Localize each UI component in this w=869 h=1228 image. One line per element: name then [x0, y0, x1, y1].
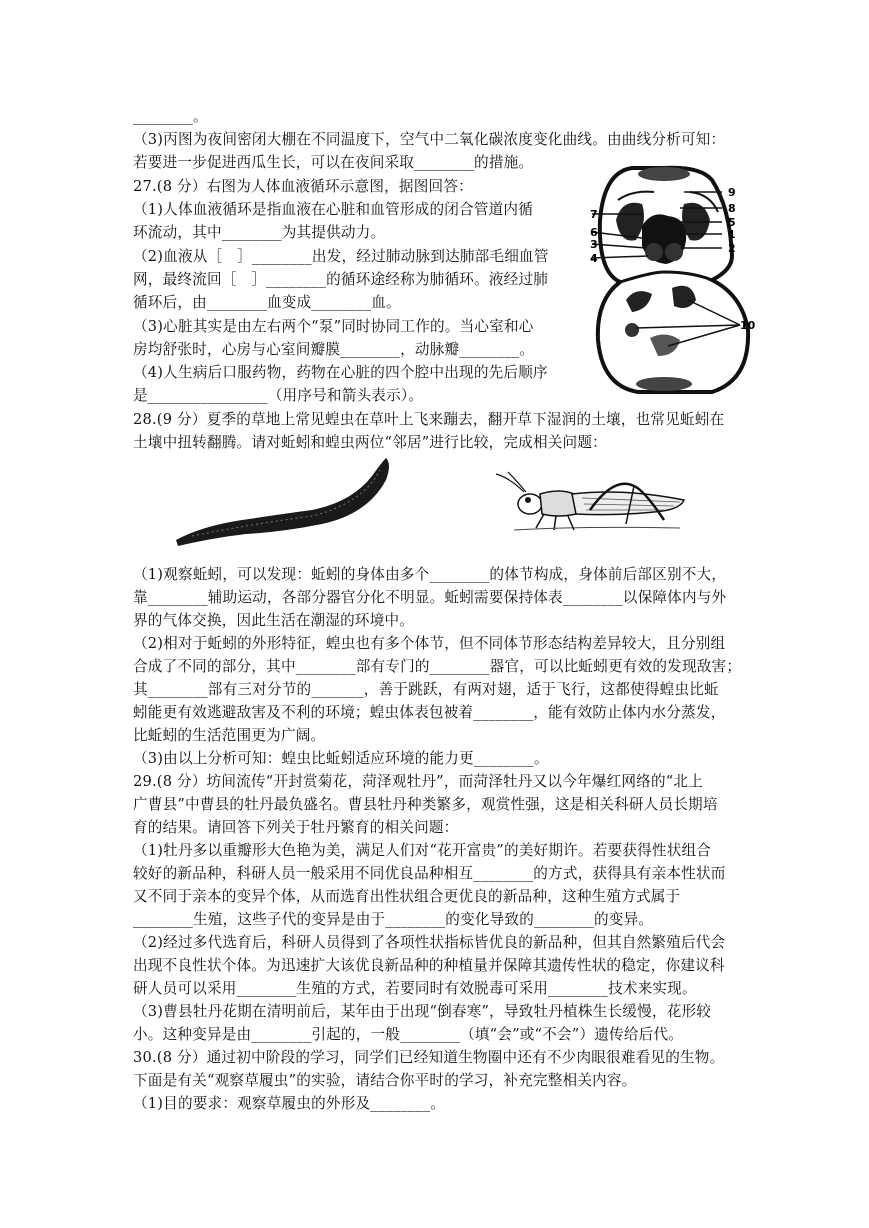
text-line: 小。这种变异是由________引起的，一般________（填“会”或“不会”）遗传给后代。 [133, 1026, 684, 1043]
text-line: 研人员可以采用________生殖的方式，若要同时有效脱毒可采用________技术来实现。 [133, 980, 697, 997]
text-line: 广曹县”中曹县的牡丹最负盛名。曹县牡丹种类繁多，观赏性强，这是相关科研人员长期培 [133, 796, 718, 813]
text-line: （1)人体血液循环是指血液在心脏和血管形成的闭合管道内循 [133, 201, 534, 218]
text-line: 其________部有三对分节的_______，善于跳跃，有两对翅，适于飞行，这都使得蝗虫比蚯 [133, 681, 719, 698]
text-line: （1)目的要求：观察草履虫的外形及________。 [133, 1095, 446, 1112]
label-1: 1 [728, 228, 736, 241]
text-line: （2)血液从［ ］________出发，经过肺动脉到达肺部毛细血管 [133, 248, 549, 265]
text-line: （2)经过多代选育后，科研人员得到了各项性状指标皆优良的新品种，但其自然繁殖后代会 [133, 934, 726, 951]
text-line: ________生殖，这些子代的变异是由于________的变化导致的________的变异。 [133, 911, 654, 928]
text-line: （2)相对于蚯蚓的外形特征，蝗虫也有多个体节，但不同体节形态结构差异较大，且分别组 [133, 635, 726, 652]
blood-circulation-diagram [592, 160, 764, 400]
label-5: 5 [728, 216, 736, 229]
text-line: 环流动，其中________为其提供动力。 [133, 224, 386, 241]
text-line: 30.(8 分）通过初中阶段的学习，同学们已经知道生物圈中还有不少肉眼很难看见的生物。 [133, 1049, 725, 1066]
label-6: 6 [590, 226, 598, 239]
text-line: （1)观察蚯蚓，可以发现：蚯蚓的身体由多个________的体节构成，身体前后部区别不大， [133, 566, 727, 583]
text-line: 27.(8 分）右图为人体血液循环示意图，据图回答： [133, 178, 473, 195]
text-line: 蚓能更有效逃避敌害及不利的环境；蝗虫体表包被着________，能有效防止体内水分蒸发， [133, 704, 726, 721]
text-line: 育的结果。请回答下列关于牡丹繁育的相关问题： [133, 819, 459, 836]
label-2: 2 [728, 242, 736, 255]
text-line: 合成了不同的部分，其中________部有专门的________器官，可以比蚯蚓更有效的发现敌害； [133, 658, 742, 675]
text-line: （3)丙图为夜间密闭大棚在不同温度下，空气中二氧化碳浓度变化曲线。由曲线分析可知： [133, 131, 726, 148]
text-line: 比蚯蚓的生活范围更为广阔。 [133, 727, 326, 744]
label-10: 10 [740, 319, 756, 332]
text-line: 循环后，由________血变成________血。 [133, 294, 401, 311]
text-line: ________。 [133, 108, 208, 125]
text-line: 下面是有关“观察草履虫”的实验，请结合你平时的学习，补充完整相关内容。 [133, 1072, 637, 1089]
text-line: 又不同于亲本的变异个体，从而选育出性状组合更优良的新品种，这种生殖方式属于 [133, 888, 681, 905]
label-8: 8 [728, 202, 736, 215]
text-line: （3)由以上分析可知：蝗虫比蚯蚓适应环境的能力更________。 [133, 750, 549, 767]
text-line: 界的气体交换，因此生活在潮湿的环境中。 [133, 612, 415, 629]
text-line: 是________________（用序号和箭头表示）。 [133, 387, 424, 404]
text-line: 网，最终流回［ ］________的循环途经称为肺循环。液经过肺 [133, 271, 549, 288]
label-7: 7 [590, 208, 598, 221]
text-line: （1)牡丹多以重瓣形大色艳为美，满足人们对“花开富贵”的美好期许。若要获得性状组合 [133, 842, 712, 859]
text-line: （3)心脏其实是由左右两个“泵”同时协同工作的。当心室和心 [133, 318, 534, 335]
text-line: 房均舒张时，心房与心室间瓣膜________，动脉瓣________。 [133, 341, 535, 358]
text-line: 较好的新品种，科研人员一般采用不同优良品种相互________的方式，获得具有亲本性状而 [133, 865, 726, 882]
label-4: 4 [590, 252, 598, 265]
label-9: 9 [728, 186, 736, 199]
text-line: 靠________辅助运动，各部分器官分化不明显。蚯蚓需要保持体表________以保障体内与外 [133, 589, 727, 606]
text-line: 若要进一步促进西瓜生长，可以在夜间采取________的措施。 [133, 154, 534, 171]
text-line: 出现不良性状个体。为迅速扩大该优良新品种的种植量并保障其遗传性状的稳定，你建议科 [133, 957, 725, 974]
label-3: 3 [590, 238, 598, 251]
text-line: 28.(9 分）夏季的草地上常见蝗虫在草叶上飞来蹦去，翻开草下湿润的土壤，也常见蚯蚓在 [133, 411, 725, 428]
grasshopper-image [494, 470, 690, 534]
text-line: 29.(8 分）坊间流传“开封赏菊花，菏泽观牡丹”，而菏泽牡丹又以今年爆红网络的“北上 [133, 773, 703, 790]
text-line: 土壤中扭转翻腾。请对蚯蚓和蝗虫两位“邻居”进行比较，完成相关问题： [133, 434, 607, 451]
text-line: （3)曹县牡丹花期在清明前后，某年由于出现“倒春寒”，导致牡丹植株生长缓慢，花形较 [133, 1003, 712, 1020]
text-line: （4)人生病后口服药物，药物在心脏的四个腔中出现的先后顺序 [133, 364, 548, 381]
earthworm-image [172, 456, 412, 548]
